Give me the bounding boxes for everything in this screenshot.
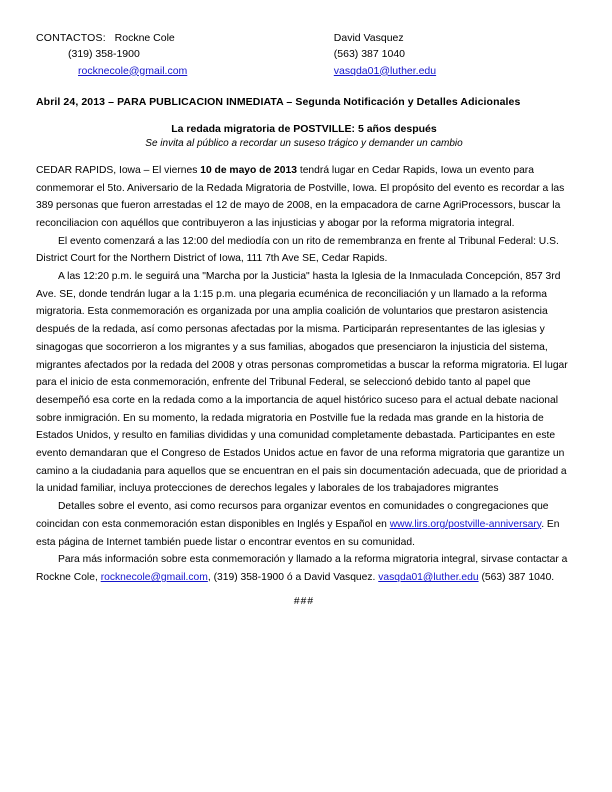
rockne-email-link[interactable]: rocknecole@gmail.com	[100, 571, 208, 583]
paragraph-3: A las 12:20 p.m. le seguirá una "Marcha por la Justicia" hasta la Iglesia de la Inmaculada Concepción, 857 3rd Ave. SE, donde tendrán lugar a la 1:15 p.m. una plegaria ecuménica de reconciliación y un llamado a la reforma migratoria. Esta conmemoración es organizada por una amplia coalición de voluntarios que prestaron asistencia después de la redada, así como personas afectadas por la misma. Participarán representantes de las iglesias y sinagogas que socorrieron a los migrantes y a sus familias, abogados que presenciaron la injusticia del sistema, migrantes afectados por la redada del 2008 y otras personas comprometidas a buscar la reforma migratoria. El lugar para el inicio de esta conmemoración, enfrente del Tribunal Federal, se seleccionó debido tanto al papel que desempeñó esa corte en la redada como a la importancia de aquel histórico suceso para el actual debate nacional sobre inmigración. En su momento, la redada migratoria en Postville fue la redada mas grande en la historia de Estados Unidos, y resulto en familias divididas y una comunidad completamente debastada. Participantes en este evento demandaran que el Congreso de Estados Unidos actue en favor de una reforma migratoria que garantize un camino a la ciudadania para aquellos que se encuentran en el pais sin documentación adecuada, que de prioridad a la unidad familiar, incluya protecciones de derechos legales y laborales de los trabajadores migrantes	[36, 271, 568, 495]
paragraph-2: El evento comenzará a las 12:00 del mediodía con un rito de remembranza en frente al Tribunal Federal: U.S. District Court for the Northern District of Iowa, 111 7th Ave SE, Cedar Rapids.	[36, 235, 559, 265]
contact-secondary-name: David Vasquez	[333, 32, 404, 44]
contact-secondary	[334, 30, 572, 79]
p1-prefix: CEDAR RAPIDS, Iowa – El viernes	[36, 164, 201, 176]
contacts-label: CONTACTOS:	[36, 32, 106, 44]
contacts-block	[36, 30, 572, 79]
contact-primary-phone: (319) 358-1900	[68, 48, 140, 61]
paragraph-4	[36, 498, 572, 551]
contact-primary	[36, 30, 334, 79]
paragraph-5	[36, 551, 572, 586]
vasquez-email-link[interactable]: vasqda01@luther.edu	[378, 571, 479, 583]
end-marker: ###	[293, 595, 315, 607]
postville-anniversary-link[interactable]: www.lirs.org/postville-anniversary	[389, 518, 542, 530]
subheadline: Se invita al público a recordar un suseso trágico y demander un cambio	[145, 137, 463, 149]
p4-suffix: . En esta página de Internet también puede listar o encontrar eventos en su comunidad.	[36, 518, 560, 548]
headline: La redada migratoria de POSTVILLE: 5 años después	[171, 122, 437, 135]
contact-primary-email-link[interactable]: rocknecole@gmail.com	[78, 64, 188, 77]
contact-primary-email-line	[36, 63, 334, 79]
p5-mid: , (319) 358-1900 ó a David Vasquez.	[207, 571, 379, 583]
p4-prefix: Detalles sobre el evento, asi como recursos para organizar eventos en comunidades o congregaciones que coincidan con esta conmemoración estan disponibles en Inglés y Español en	[36, 501, 549, 530]
contact-secondary-email-link[interactable]: vasqda01@luther.edu	[333, 64, 437, 77]
contact-secondary-email-line	[334, 63, 572, 79]
p5-prefix: Para más información sobre esta conmemoración y llamado a la reforma migratoria integral, sirvase contactar a Rockne Cole,	[36, 554, 568, 583]
contacts-line	[36, 30, 334, 46]
dateline: Abril 24, 2013 – PARA PUBLICACION INMEDIATA – Segunda Notificación y Detalles Adicionales	[36, 95, 521, 108]
contact-primary-name: Rockne Cole	[114, 32, 175, 44]
paragraph-1	[36, 162, 572, 233]
p5-suffix: (563) 387 1040.	[478, 571, 555, 583]
p1-suffix: tendrá lugar en Cedar Rapids, Iowa un evento para conmemorar el 5to. Aniversario de la Redada Migratoria de Postville, Iowa. El propósito del evento es recordar a las 389 personas que fueron arrestadas el 12 de mayo de 2008, en la empacadora de carne AgriProcessors, buscar la reconciliacion con aquéllos que contribuyeron a las injusticias y abogar por la reforma migratoria integral.	[36, 164, 565, 229]
p1-bold-date: 10 de mayo de 2013	[200, 164, 297, 176]
article-body	[36, 162, 572, 611]
contact-secondary-phone: (563) 387 1040	[333, 48, 406, 61]
